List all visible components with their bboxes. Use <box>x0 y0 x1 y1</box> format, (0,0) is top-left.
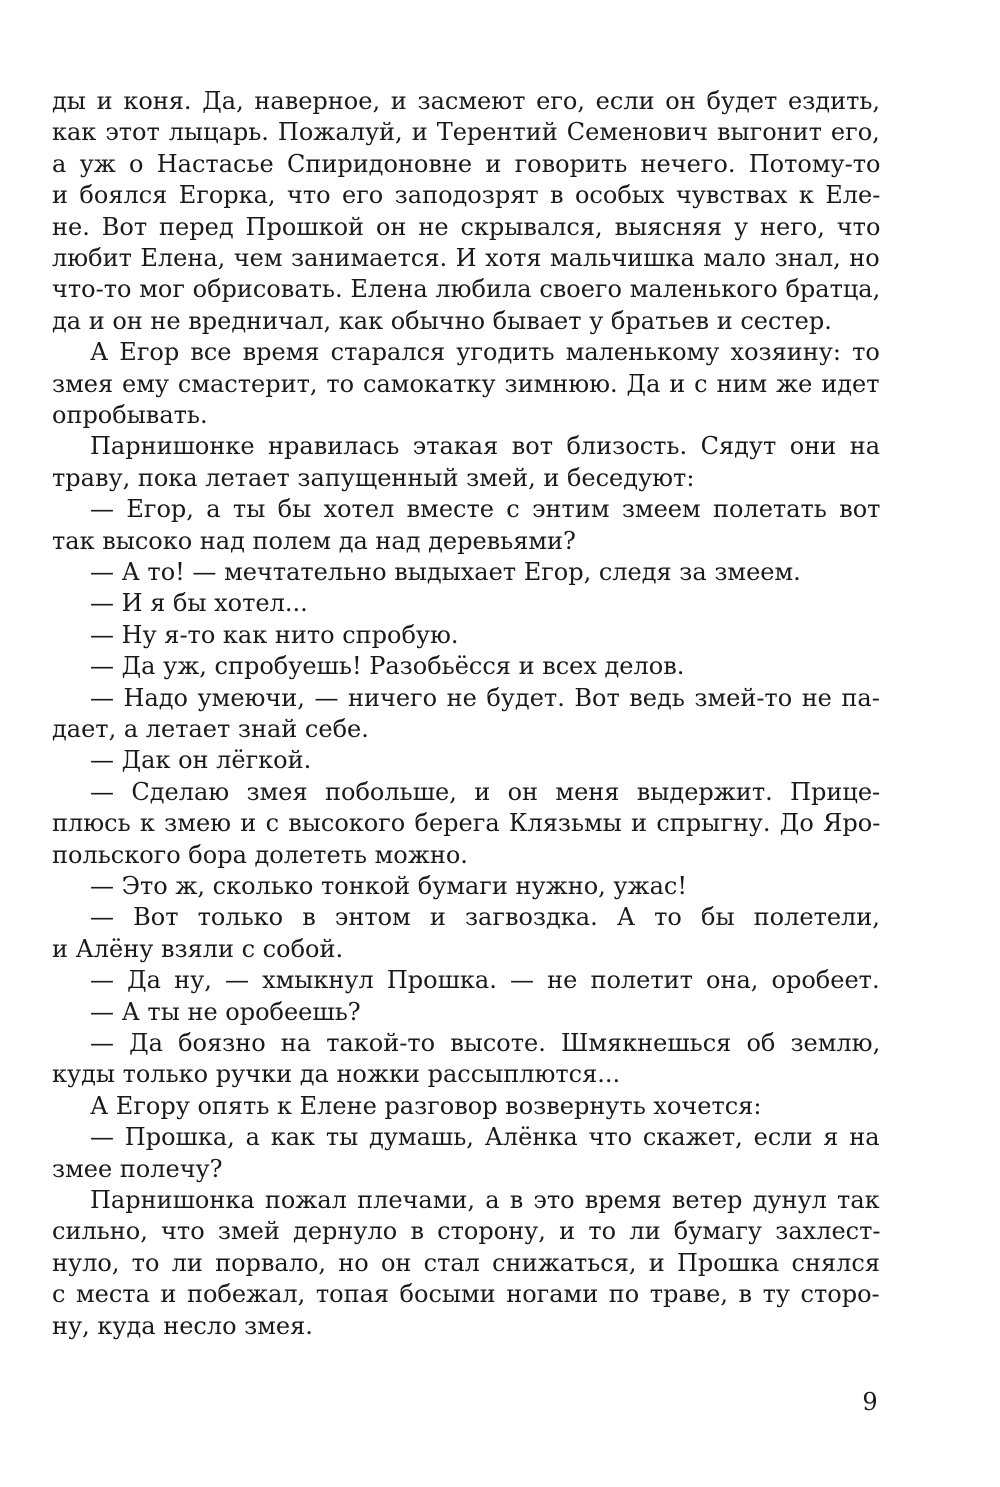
text-line: — И я бы хотел... <box>90 589 308 617</box>
text-line: — Ну я-то как нито спробую. <box>90 621 459 649</box>
text-line: опробывать. <box>52 401 208 429</box>
text-line: и боялся Егорка, что его заподозрят в особых чувствах к Еле- <box>52 181 881 209</box>
text-line: а уж о Настасье Спиридоновне и говорить нечего. Потому-то <box>52 150 881 178</box>
text-line: куды только ручки да ножки рассыплются... <box>52 1060 621 1088</box>
text-line: ды и коня. Да, наверное, и засмеют его, если он будет ездить, <box>52 87 881 115</box>
text-line: так высоко над полем да над деревьями? <box>52 527 576 555</box>
text-line: — Прошка, а как ты думашь, Алёнка что скажет, если я на <box>90 1123 880 1151</box>
text-line: А Егор все время старался угодить маленькому хозяину: то <box>90 338 880 366</box>
page-number: 9 <box>862 1388 878 1416</box>
text-line: змея ему смастерит, то самокатку зимнюю. Да и с ним же идет <box>52 370 880 398</box>
text-line: польского бора долететь можно. <box>52 841 468 869</box>
text-line: да и он не вредничал, как обычно бывает у братьев и сестер. <box>52 307 832 335</box>
text-line: — Дак он лёгкой. <box>90 746 312 774</box>
text-line: Парнишонка пожал плечами, а в это время ветер дунул так <box>90 1186 880 1214</box>
text-line: ну, куда несло змея. <box>52 1312 313 1340</box>
text-line: — Да уж, спробуешь! Разобьёсся и всех делов. <box>90 652 685 680</box>
text-line: и Алёну взяли с собой. <box>52 935 344 963</box>
text-line: — Надо умеючи, — ничего не будет. Вот ведь змей-то не па- <box>90 684 880 712</box>
text-line: — Да боязно на такой-то высоте. Шмякнешься об землю, <box>90 1029 881 1057</box>
text-line: Парнишонке нравилась этакая вот близость. Сядут они на <box>90 432 881 460</box>
text-line: сильно, что змей дернуло в сторону, и то ли бумагу захлест- <box>52 1217 881 1245</box>
text-line: нуло, то ли порвало, но он стал снижаться, и Прошка снялся <box>52 1249 880 1277</box>
text-line: — Вот только в энтом и загвоздка. А то бы полетели, <box>90 903 880 931</box>
text-line: — Это ж, сколько тонкой бумаги нужно, ужас! <box>90 872 687 900</box>
text-line: с места и побежал, топая босыми ногами по траве, в ту сторо- <box>52 1280 880 1308</box>
text-line: как этот лыцарь. Пожалуй, и Терентий Семенович выгонит его, <box>52 118 880 146</box>
text-line: — А то! — мечтательно выдыхает Егор, следя за змеем. <box>90 558 801 586</box>
text-line: — А ты не оробеешь? <box>90 998 361 1026</box>
text-line: не. Вот перед Прошкой он не скрывался, выясняя у него, что <box>52 213 881 241</box>
text-line: — Да ну, — хмыкнул Прошка. — не полетит она, оробеет. <box>90 966 880 994</box>
text-line: А Егору опять к Елене разговор возвернуть хочется: <box>90 1092 762 1120</box>
text-line: плюсь к змею и с высокого берега Клязьмы и спрыгну. До Яро- <box>52 809 881 837</box>
text-line: змее полечу? <box>52 1155 223 1183</box>
text-line: любит Елена, чем занимается. И хотя мальчишка мало знал, но <box>52 244 880 272</box>
text-line: траву, пока летает запущенный змей, и беседуют: <box>52 464 695 492</box>
text-line: — Егор, а ты бы хотел вместе с энтим змеем полетать вот <box>90 495 881 523</box>
text-line: — Сделаю змея побольше, и он меня выдержит. Прице- <box>90 778 881 806</box>
text-line: что-то мог обрисовать. Елена любила своего маленького братца, <box>52 275 881 303</box>
text-line: дает, а летает знай себе. <box>52 715 369 743</box>
